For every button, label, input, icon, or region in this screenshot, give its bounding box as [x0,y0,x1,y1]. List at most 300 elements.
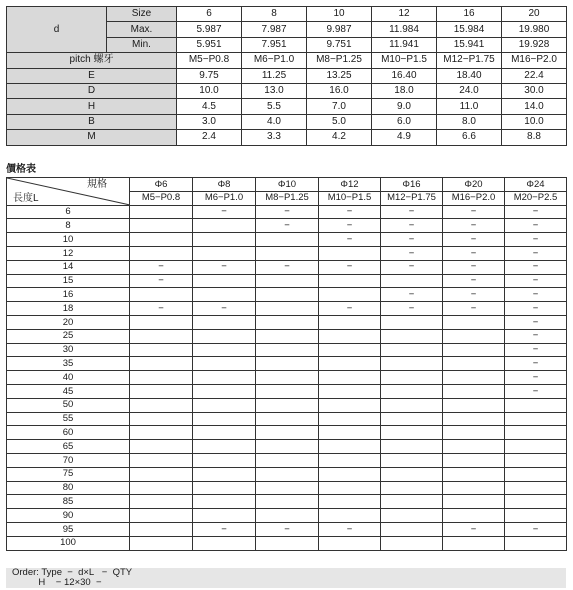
price-cell: − [381,246,443,260]
spec-dim-cell: 6.6 [437,130,502,145]
price-cell [505,453,567,467]
spec-dim-label: D [7,83,177,98]
price-diameter-header: Φ20 [443,178,505,192]
price-cell: − [505,246,567,260]
order-example [6,568,566,588]
price-cell [256,453,319,467]
spec-max-cell: 5.987 [177,22,242,37]
price-cell: − [505,302,567,316]
price-cell [319,357,381,371]
price-cell [256,398,319,412]
price-length-cell: 55 [7,412,130,426]
spec-table [6,6,567,146]
price-cell [130,522,193,536]
price-cell [130,509,193,523]
price-cell [505,426,567,440]
price-cell [381,467,443,481]
spec-min-cell: 5.951 [177,37,242,52]
spec-min-cell: 11.941 [372,37,437,52]
price-row [7,219,567,233]
price-cell [256,371,319,385]
price-length-cell: 8 [7,219,130,233]
price-cell [381,357,443,371]
price-cell [319,343,381,357]
price-cell [319,398,381,412]
price-cell [256,302,319,316]
price-length-cell: 14 [7,260,130,274]
price-length-cell: 25 [7,329,130,343]
price-cell: − [505,260,567,274]
price-cell: − [505,371,567,385]
price-cell [256,329,319,343]
price-length-cell: 70 [7,453,130,467]
price-cell [443,384,505,398]
spec-min-cell: 15.941 [437,37,502,52]
price-length-cell: 35 [7,357,130,371]
spec-dim-cell: 30.0 [502,83,567,98]
order-format-line: Order: Type − d×L − QTY [12,567,133,578]
price-length-cell: 16 [7,288,130,302]
price-diameter-header: Φ10 [256,178,319,192]
price-cell [505,509,567,523]
price-cell [381,536,443,550]
price-cell [443,481,505,495]
price-cell [130,536,193,550]
price-cell [256,274,319,288]
price-cell [193,233,256,247]
price-cell [193,509,256,523]
price-cell: − [443,288,505,302]
price-cell: − [443,260,505,274]
price-cell [381,509,443,523]
price-cell: − [130,274,193,288]
price-cell: − [319,233,381,247]
price-cell [130,495,193,509]
price-row [7,357,567,371]
spec-size-cell: 12 [372,7,437,22]
spec-pitch-cell: M12−P1.75 [437,53,502,68]
price-row [7,522,567,536]
price-length-cell: 60 [7,426,130,440]
price-cell [443,495,505,509]
price-thread-header: M12−P1.75 [381,191,443,205]
price-cell [381,384,443,398]
spec-dim-row [7,83,567,98]
price-cell [505,536,567,550]
price-cell: − [505,288,567,302]
price-cell [193,274,256,288]
spec-dim-row [7,68,567,83]
price-cell [130,384,193,398]
price-cell: − [443,205,505,219]
price-thread-header: M10−P1.5 [319,191,381,205]
spec-pitch-cell: M16−P2.0 [502,53,567,68]
price-cell [130,233,193,247]
spec-dim-label: H [7,99,177,114]
spec-dim-cell: 14.0 [502,99,567,114]
spec-dim-cell: 2.4 [177,130,242,145]
spec-dim-label: M [7,130,177,145]
spec-min-label: Min. [107,37,177,52]
price-cell [193,246,256,260]
price-cell [443,467,505,481]
price-row [7,467,567,481]
price-cell: − [256,205,319,219]
price-length-cell: 30 [7,343,130,357]
price-cell [319,453,381,467]
price-cell [319,467,381,481]
price-length-cell: 85 [7,495,130,509]
price-cell [443,453,505,467]
price-cell [193,371,256,385]
price-cell [193,288,256,302]
price-row [7,384,567,398]
price-cell [443,426,505,440]
spec-dim-cell: 13.25 [307,68,372,83]
price-cell [381,274,443,288]
price-cell: − [193,260,256,274]
price-length-cell: 50 [7,398,130,412]
spec-min-cell: 9.751 [307,37,372,52]
spec-dim-cell: 8.0 [437,114,502,129]
price-cell [505,398,567,412]
price-length-cell: 100 [7,536,130,550]
price-cell [505,495,567,509]
price-row [7,343,567,357]
price-cell: − [505,343,567,357]
spec-dim-cell: 10.0 [502,114,567,129]
price-cell: − [505,357,567,371]
spec-size-cell: 16 [437,7,502,22]
price-cell [256,440,319,454]
price-cell [319,315,381,329]
spec-pitch-label: pitch 螺牙 [7,53,177,68]
price-thread-header: M8−P1.25 [256,191,319,205]
spec-dim-cell: 11.25 [242,68,307,83]
price-row [7,246,567,260]
price-cell: − [505,522,567,536]
price-row [7,233,567,247]
price-table [6,177,567,551]
price-cell [193,315,256,329]
price-row [7,509,567,523]
price-cell [256,233,319,247]
price-cell: − [130,260,193,274]
price-cell [319,426,381,440]
price-cell [193,426,256,440]
spec-dim-cell: 16.40 [372,68,437,83]
price-cell [319,509,381,523]
spec-pitch-cell: M10−P1.5 [372,53,437,68]
price-row [7,274,567,288]
price-cell [319,412,381,426]
spec-dim-cell: 5.5 [242,99,307,114]
price-cell: − [319,205,381,219]
price-length-cell: 65 [7,440,130,454]
spec-dim-cell: 9.75 [177,68,242,83]
price-length-cell: 10 [7,233,130,247]
price-cell: − [505,384,567,398]
spec-dim-cell: 22.4 [502,68,567,83]
price-cell [319,481,381,495]
price-cell [193,536,256,550]
price-cell: − [381,260,443,274]
spec-pitch-row [7,53,567,68]
price-cell: − [319,302,381,316]
price-header-diameter-row [7,178,567,192]
spec-max-cell: 19.980 [502,22,567,37]
price-cell [193,343,256,357]
price-cell [319,246,381,260]
price-cell [130,398,193,412]
price-diameter-header: Φ24 [505,178,567,192]
price-cell: − [505,274,567,288]
price-row [7,426,567,440]
price-cell [130,467,193,481]
price-cell: − [443,274,505,288]
spec-dim-cell: 3.0 [177,114,242,129]
price-length-cell: 6 [7,205,130,219]
spec-dim-cell: 24.0 [437,83,502,98]
spec-min-cell: 7.951 [242,37,307,52]
order-example-line: H − 12×30 − [12,577,102,588]
price-cell: − [256,522,319,536]
price-cell [443,509,505,523]
price-cell [130,315,193,329]
price-cell: − [381,233,443,247]
price-cell [319,384,381,398]
price-cell [130,288,193,302]
price-cell [256,246,319,260]
spec-dim-row [7,99,567,114]
spec-size-cell: 8 [242,7,307,22]
price-cell: − [193,302,256,316]
spec-dim-cell: 13.0 [242,83,307,98]
price-cell [130,440,193,454]
price-cell: − [505,205,567,219]
spec-dim-label: B [7,114,177,129]
spec-d-label: d [7,7,107,53]
price-cell [256,467,319,481]
price-cell [443,371,505,385]
price-cell [381,343,443,357]
price-cell [381,426,443,440]
spec-dim-cell: 18.0 [372,83,437,98]
price-cell [256,384,319,398]
price-cell: − [381,219,443,233]
price-cell [193,440,256,454]
price-length-cell: 18 [7,302,130,316]
price-cell: − [319,522,381,536]
price-cell [193,219,256,233]
price-cell [193,453,256,467]
price-row [7,329,567,343]
spec-dim-cell: 4.0 [242,114,307,129]
price-cell [443,398,505,412]
price-thread-header: M20−P2.5 [505,191,567,205]
spec-max-cell: 7.987 [242,22,307,37]
price-length-cell: 40 [7,371,130,385]
price-cell [381,481,443,495]
price-cell: − [443,302,505,316]
price-cell [319,329,381,343]
price-length-cell: 20 [7,315,130,329]
price-cell [381,495,443,509]
price-row [7,205,567,219]
price-cell [381,453,443,467]
price-cell: − [319,260,381,274]
price-row [7,398,567,412]
price-cell: − [505,315,567,329]
price-cell [505,440,567,454]
spec-size-cell: 10 [307,7,372,22]
price-row [7,536,567,550]
price-cell [381,522,443,536]
price-cell [130,453,193,467]
price-length-cell: 45 [7,384,130,398]
price-row [7,315,567,329]
price-diameter-header: Φ6 [130,178,193,192]
price-cell [443,357,505,371]
price-length-label: 長度L [13,192,39,204]
price-diameter-header: Φ12 [319,178,381,192]
price-cell [256,315,319,329]
price-cell [193,357,256,371]
price-cell [193,384,256,398]
spec-dim-cell: 11.0 [437,99,502,114]
price-cell [505,467,567,481]
price-row [7,260,567,274]
spec-size-label: Size [107,7,177,22]
price-cell [130,412,193,426]
spec-size-cell: 6 [177,7,242,22]
price-row [7,288,567,302]
spec-dim-row [7,130,567,145]
price-cell [256,357,319,371]
price-cell [193,329,256,343]
price-cell [443,329,505,343]
spec-pitch-cell: M5−P0.8 [177,53,242,68]
spec-dim-row [7,114,567,129]
spec-pitch-cell: M6−P1.0 [242,53,307,68]
price-spec-label: 規格 [87,179,107,190]
price-cell [381,398,443,412]
price-cell [505,412,567,426]
price-cell: − [256,260,319,274]
price-cell [256,288,319,302]
price-row [7,453,567,467]
price-cell: − [381,205,443,219]
spec-max-cell: 11.984 [372,22,437,37]
price-cell [130,205,193,219]
price-cell [193,467,256,481]
price-cell [443,440,505,454]
price-cell [130,426,193,440]
spec-dim-cell: 9.0 [372,99,437,114]
price-cell [130,219,193,233]
price-cell [193,481,256,495]
price-row [7,440,567,454]
price-cell [443,343,505,357]
price-cell: − [443,246,505,260]
price-cell [130,481,193,495]
price-corner-cell [7,178,130,206]
price-cell [193,398,256,412]
spec-dim-cell: 4.9 [372,130,437,145]
price-cell: − [505,219,567,233]
spec-dim-cell: 7.0 [307,99,372,114]
price-cell [130,329,193,343]
price-cell [130,343,193,357]
price-thread-header: M6−P1.0 [193,191,256,205]
price-cell [381,315,443,329]
price-cell [256,481,319,495]
price-cell [443,536,505,550]
price-cell: − [193,205,256,219]
spec-dim-cell: 6.0 [372,114,437,129]
price-cell: − [443,233,505,247]
price-length-cell: 90 [7,509,130,523]
price-cell [319,536,381,550]
price-cell [443,412,505,426]
spec-dim-cell: 4.2 [307,130,372,145]
spec-size-row [7,7,567,22]
price-cell [130,357,193,371]
spec-max-label: Max. [107,22,177,37]
price-cell [130,246,193,260]
price-length-cell: 12 [7,246,130,260]
price-cell [319,288,381,302]
price-row [7,371,567,385]
price-row [7,412,567,426]
spec-dim-cell: 4.5 [177,99,242,114]
price-cell [193,495,256,509]
price-cell [319,440,381,454]
price-cell [256,412,319,426]
price-cell: − [130,302,193,316]
price-diameter-header: Φ16 [381,178,443,192]
price-cell: − [505,329,567,343]
spec-dim-cell: 10.0 [177,83,242,98]
spec-max-cell: 15.984 [437,22,502,37]
price-row [7,495,567,509]
spec-dim-cell: 5.0 [307,114,372,129]
price-table-title: 價格表 [6,164,36,175]
spec-min-cell: 19.928 [502,37,567,52]
price-length-cell: 95 [7,522,130,536]
price-cell: − [193,522,256,536]
price-cell [319,371,381,385]
price-cell [256,426,319,440]
spec-pitch-cell: M8−P1.25 [307,53,372,68]
price-cell: − [381,288,443,302]
price-cell: − [256,219,319,233]
price-cell [256,509,319,523]
price-cell [381,329,443,343]
price-row [7,481,567,495]
price-cell [381,371,443,385]
price-cell [505,481,567,495]
price-cell [130,371,193,385]
price-cell [319,495,381,509]
price-row [7,302,567,316]
price-cell: − [443,219,505,233]
price-length-cell: 80 [7,481,130,495]
price-cell [256,536,319,550]
price-cell: − [381,302,443,316]
price-length-cell: 15 [7,274,130,288]
price-cell: − [319,219,381,233]
